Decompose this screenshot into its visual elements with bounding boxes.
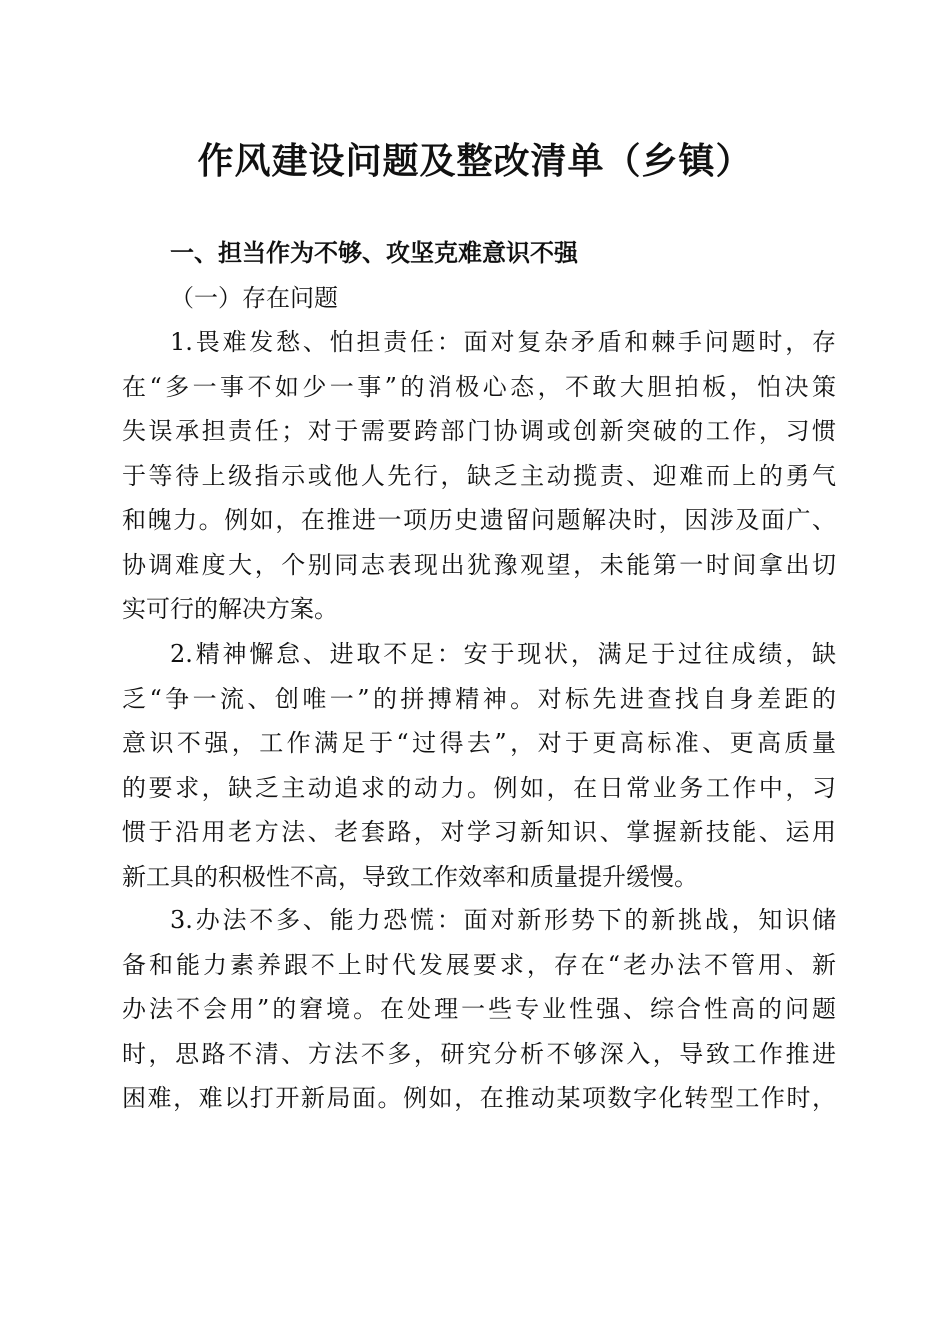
- paragraph-line: 惯于沿用老方法、老套路，对学习新知识、掌握新技能、运用: [122, 818, 836, 846]
- paragraph-line: 于等待上级指示或他人先行，缺乏主动揽责、迎难而上的勇气: [122, 461, 836, 490]
- paragraph-2: [122, 632, 836, 899]
- paragraph-line: 3.办法不多、能力恐慌：面对新形势下的新挑战，知识储: [170, 906, 836, 934]
- paragraph-line: 时，思路不清、方法不多，研究分析不够深入，导致工作推进: [122, 1039, 836, 1068]
- paragraph-line: 1.畏难发愁、怕担责任：面对复杂矛盾和棘手问题时，存: [170, 328, 836, 356]
- paragraph-line: 和魄力。例如，在推进一项历史遗留问题解决时，因涉及面广、: [122, 506, 836, 534]
- document-title: 作风建设问题及整改清单（乡镇）: [197, 140, 753, 182]
- paragraph-line: 备和能力素养跟不上时代发展要求，存在“老办法不管用、新: [122, 950, 836, 979]
- section-heading: 一、担当作为不够、攻坚克难意识不强: [170, 239, 578, 267]
- paragraph-3: [122, 898, 836, 1121]
- paragraph-line: 的要求，缺乏主动追求的动力。例如，在日常业务工作中，习: [122, 773, 836, 802]
- paragraph-line: 办法不会用”的窘境。在处理一些专业性强、综合性高的问题: [122, 995, 836, 1023]
- subsection-heading: （一）存在问题: [170, 284, 338, 312]
- paragraph-line: 2.精神懈怠、进取不足：安于现状，满足于过往成绩，缺: [170, 640, 836, 668]
- paragraph-line: 新工具的积极性不高，导致工作效率和质量提升缓慢。: [122, 862, 698, 891]
- paragraph-1: [122, 320, 836, 632]
- paragraph-line: 意识不强，工作满足于“过得去”，对于更高标准、更高质量: [122, 729, 836, 757]
- paragraph-line: 实可行的解决方案。: [122, 595, 338, 623]
- paragraph-line: 乏“争一流、创唯一”的拼搏精神。对标先进查找自身差距的: [122, 684, 836, 713]
- paragraph-line: 在“多一事不如少一事”的消极心态，不敢大胆拍板，怕决策: [122, 372, 836, 401]
- paragraph-line: 协调难度大，个别同志表现出犹豫观望，未能第一时间拿出切: [122, 550, 836, 579]
- paragraph-line: 困难，难以打开新局面。例如，在推动某项数字化转型工作时，: [122, 1084, 836, 1112]
- paragraph-line: 失误承担责任；对于需要跨部门协调或创新突破的工作，习惯: [122, 417, 836, 445]
